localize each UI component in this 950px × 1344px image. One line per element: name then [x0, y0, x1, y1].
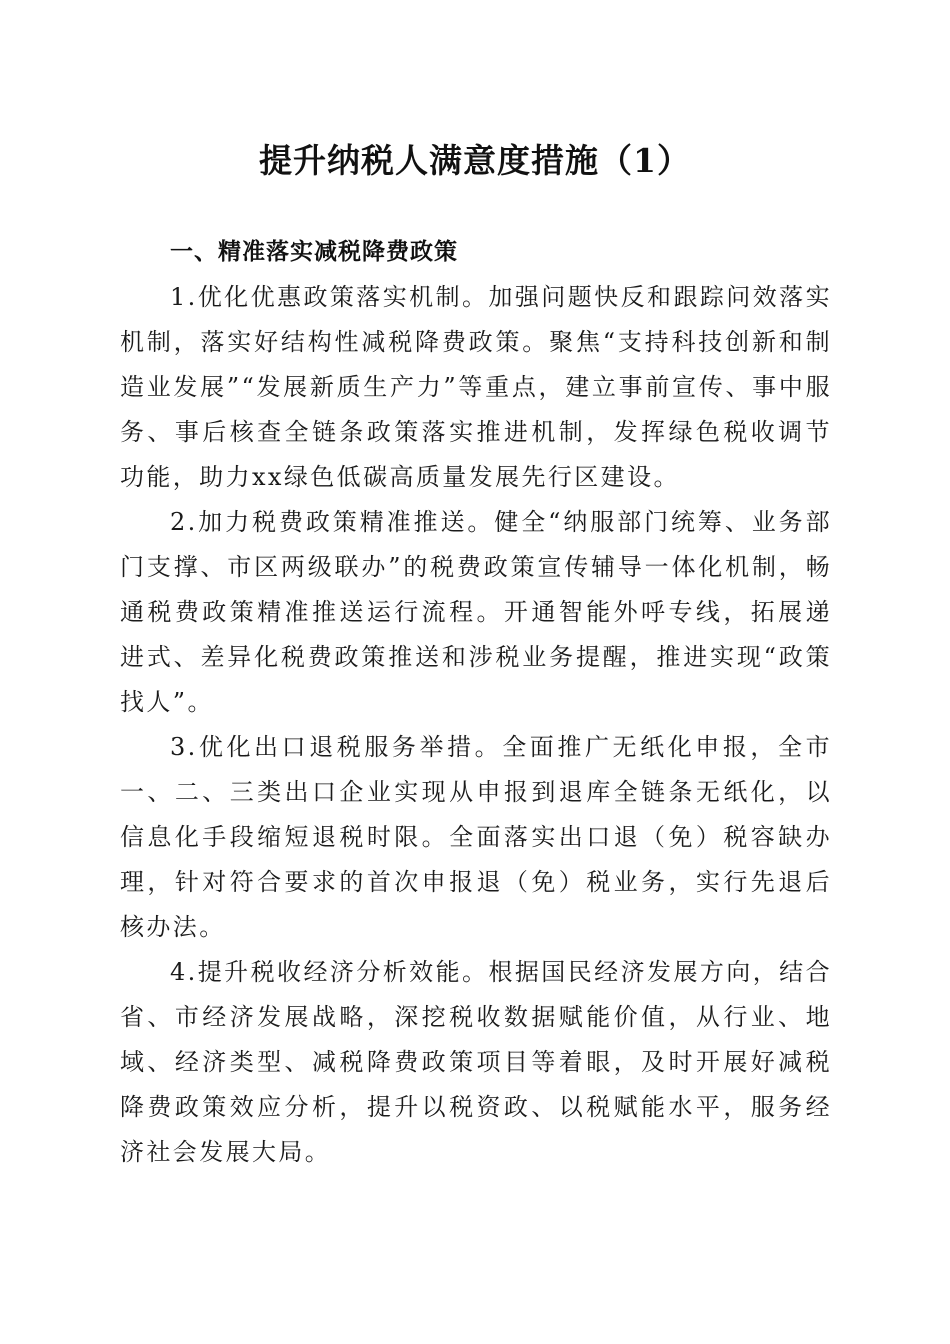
- paragraph-2: 2.加力税费政策精准推送。健全“纳服部门统筹、业务部门支撑、市区两级联办”的税费政策宣传辅导一体化机制，畅通税费政策精准推送运行流程。开通智能外呼专线，拓展递进式、差异化税费政策推送和涉税业务提醒，推进实现“政策找人”。: [120, 508, 832, 716]
- document-title: 提升纳税人满意度措施（1）: [259, 141, 691, 180]
- paragraph-3: 3.优化出口退税服务举措。全面推广无纸化申报，全市一、二、三类出口企业实现从申报到退库全链条无纸化，以信息化手段缩短退税时限。全面落实出口退（免）税容缺办理，针对符合要求的首次申报退（免）税业务，实行先退后核办法。: [120, 733, 832, 941]
- section-heading: 一、精准落实减税降费政策: [170, 239, 458, 265]
- paragraph-1: 1.优化优惠政策落实机制。加强问题快反和跟踪问效落实机制，落实好结构性减税降费政策。聚焦“支持科技创新和制造业发展”“发展新质生产力”等重点，建立事前宣传、事中服务、事后核查全链条政策落实推进机制，发挥绿色税收调节功能，助力xx绿色低碳高质量发展先行区建设。: [120, 283, 832, 491]
- paragraph-4: 4.提升税收经济分析效能。根据国民经济发展方向，结合省、市经济发展战略，深挖税收数据赋能价值，从行业、地域、经济类型、减税降费政策项目等着眼，及时开展好减税降费政策效应分析，提升以税资政、以税赋能水平，服务经济社会发展大局。: [120, 958, 832, 1166]
- document-body: [120, 230, 832, 1175]
